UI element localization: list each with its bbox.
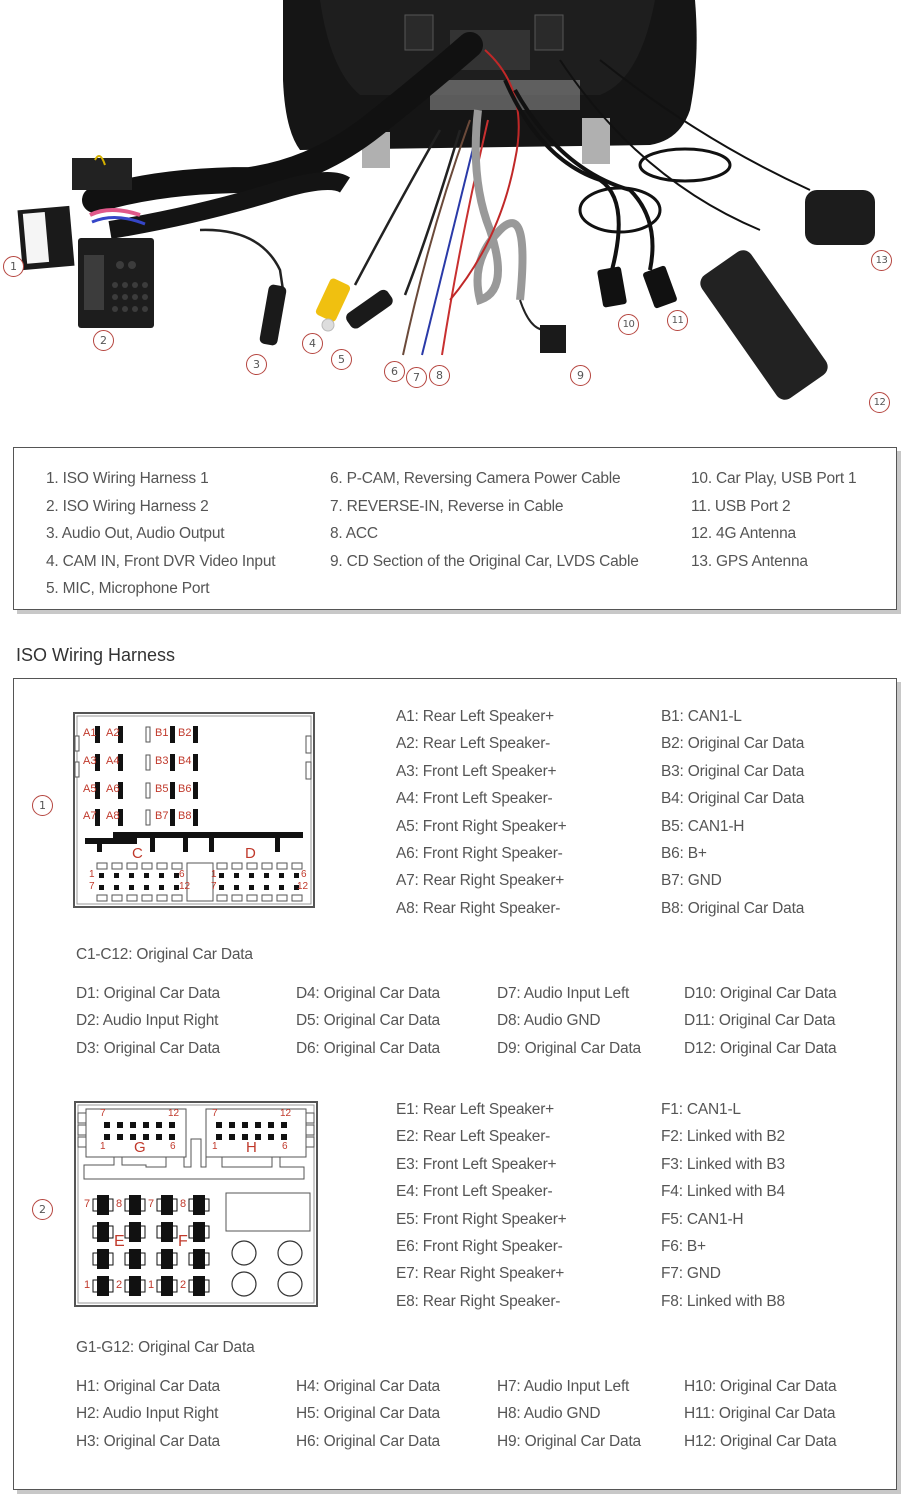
f-num-8: 8 [180,1198,187,1210]
connector-e-f-g-h-drawing [76,1103,316,1305]
pin-row: F5: CAN1-H [661,1210,744,1228]
legend-item: 9. CD Section of the Original Car, LVDS Cable [330,552,639,570]
block-label-c: C [132,845,143,862]
pin-num-1: 1 [89,869,95,880]
pin-row: D8: Audio GND [497,1012,601,1030]
pin-row: H12: Original Car Data [684,1432,837,1450]
d-pins-col-4 [684,980,836,1062]
pin-row: H10: Original Car Data [684,1378,837,1395]
head-unit-illustration [0,0,908,425]
e-num-1: 1 [84,1279,91,1291]
f-num-7: 7 [148,1198,155,1210]
h-num-7: 7 [212,1108,218,1119]
callout-13: 13 [871,250,892,271]
g-num-12: 12 [168,1108,180,1119]
g-pins-summary: G1-G12: Original Car Data [76,1339,255,1356]
g-num-1: 1 [100,1141,106,1152]
pin-label-a5: A5 [83,783,97,795]
pin-row: F6: B+ [661,1238,706,1256]
e-num-8: 8 [116,1198,123,1210]
pin-row: B7: GND [661,872,722,890]
pin-row: E7: Rear Right Speaker+ [396,1265,565,1283]
block-label-h: H [246,1139,257,1156]
pin-num-7-d: 7 [211,881,217,892]
pin-row: D1: Original Car Data [76,985,220,1002]
callout-5: 5 [331,349,352,370]
pin-row: A5: Front Right Speaker+ [396,817,567,835]
harness-1-b-pins [661,703,804,922]
pin-row: D5: Original Car Data [296,1012,440,1030]
pin-row: E6: Front Right Speaker- [396,1238,563,1256]
pin-row: E3: Front Left Speaker+ [396,1155,557,1173]
pin-label-b6: B6 [178,783,192,795]
pin-num-12-d: 12 [297,881,309,892]
pin-row: E8: Rear Right Speaker- [396,1292,561,1310]
pin-row: F8: Linked with B8 [661,1292,785,1310]
e-num-2: 2 [116,1279,123,1291]
pin-row: A6: Front Right Speaker- [396,845,563,863]
pin-row: D2: Audio Input Right [76,1012,219,1030]
pin-row: E2: Rear Left Speaker- [396,1128,551,1146]
harness-1-a-pins [396,703,567,922]
legend-item: 11. USB Port 2 [691,497,791,515]
callout-9: 9 [570,365,591,386]
pin-row: H6: Original Car Data [296,1432,440,1450]
legend-column-1 [46,465,275,603]
h-pins-col-3 [497,1373,641,1455]
h-num-6: 6 [282,1141,288,1152]
pin-num-7: 7 [89,881,95,892]
pin-row: B2: Original Car Data [661,735,805,753]
legend-item: 1. ISO Wiring Harness 1 [46,470,209,487]
pin-row: H8: Audio GND [497,1405,601,1423]
pin-label-b5: B5 [155,783,169,795]
pin-row: A2: Rear Left Speaker- [396,735,551,753]
pin-row: B5: CAN1-H [661,817,745,835]
block-label-f: F [178,1233,188,1250]
pin-row: F1: CAN1-L [661,1101,741,1118]
legend-item: 10. Car Play, USB Port 1 [691,470,857,487]
block-label-g: G [134,1139,146,1156]
pin-row: D4: Original Car Data [296,985,440,1002]
legend-item: 6. P-CAM, Reversing Camera Power Cable [330,470,621,487]
pin-label-b4: B4 [178,755,192,767]
pin-row: B1: CAN1-L [661,708,742,725]
e-num-7: 7 [84,1198,91,1210]
d-pins-col-2 [296,980,440,1062]
pin-row: B3: Original Car Data [661,762,805,780]
pin-row: E5: Front Right Speaker+ [396,1210,567,1228]
legend-item: 12. 4G Antenna [691,525,796,542]
harness-2-e-pins [396,1096,567,1315]
component-legend [13,447,897,610]
g-num-7: 7 [100,1108,106,1119]
pin-label-b8: B8 [178,810,192,822]
h-pins-col-2 [296,1373,440,1455]
g-num-6: 6 [170,1141,176,1152]
callout-3: 3 [246,354,267,375]
section-title: ISO Wiring Harness [16,645,176,665]
pin-row: H4: Original Car Data [296,1378,440,1395]
harness-2-f-pins [661,1096,785,1315]
pin-label-a8: A8 [106,810,120,822]
pin-num-12: 12 [179,881,191,892]
pin-row: D11: Original Car Data [684,1012,836,1030]
pin-label-a3: A3 [83,755,97,767]
legend-column-2 [330,465,639,575]
pin-row: H11: Original Car Data [684,1405,836,1423]
pin-row: D10: Original Car Data [684,985,837,1002]
d-pins-col-1 [76,980,220,1062]
legend-item: 13. GPS Antenna [691,552,808,570]
harness-1-callout: 1 [32,795,53,816]
pin-row: A4: Front Left Speaker- [396,790,553,808]
harness-2-connector-diagram [74,1101,318,1307]
pin-num-6: 6 [179,869,185,880]
pin-row: D6: Original Car Data [296,1039,440,1057]
harness-1-connector-diagram [73,712,315,908]
pin-label-b7: B7 [155,810,169,822]
pin-row: D12: Original Car Data [684,1039,837,1057]
h-num-12: 12 [280,1108,292,1119]
f-num-2: 2 [180,1279,187,1291]
pin-label-b1: B1 [155,727,169,739]
legend-item: 3. Audio Out, Audio Output [46,525,225,542]
pin-row: A1: Rear Left Speaker+ [396,708,555,725]
pin-row: F4: Linked with B4 [661,1183,785,1201]
pin-label-a2: A2 [106,727,120,739]
pin-row: F7: GND [661,1265,721,1283]
pin-row: H3: Original Car Data [76,1432,220,1450]
pin-label-a4: A4 [106,755,120,767]
h-pins-col-4 [684,1373,836,1455]
product-photo [0,0,908,425]
callout-1: 1 [3,256,24,277]
callout-12: 12 [869,392,890,413]
pin-row: F2: Linked with B2 [661,1128,785,1146]
pin-row: A8: Rear Right Speaker- [396,899,561,917]
pin-row: D7: Audio Input Left [497,985,630,1002]
callout-7: 7 [406,367,427,388]
legend-item: 8. ACC [330,525,378,542]
pin-row: F3: Linked with B3 [661,1155,785,1173]
pin-row: B6: B+ [661,845,707,863]
pin-row: H9: Original Car Data [497,1432,641,1450]
pin-label-a6: A6 [106,783,120,795]
pin-label-a1: A1 [83,727,97,739]
pin-row: E4: Front Left Speaker- [396,1183,553,1201]
callout-4: 4 [302,333,323,354]
pin-row: D9: Original Car Data [497,1039,641,1057]
legend-item: 2. ISO Wiring Harness 2 [46,497,209,515]
callout-10: 10 [618,314,639,335]
pin-row: E1: Rear Left Speaker+ [396,1101,555,1118]
pin-row: B8: Original Car Data [661,899,805,917]
f-num-1: 1 [148,1279,155,1291]
pin-num-1-d: 1 [211,869,217,880]
c-pins-summary: C1-C12: Original Car Data [76,946,253,963]
block-label-e: E [114,1233,125,1250]
legend-item: 5. MIC, Microphone Port [46,580,210,597]
callout-11: 11 [667,310,688,331]
h-num-1: 1 [212,1141,218,1152]
legend-item: 4. CAM IN, Front DVR Video Input [46,552,276,570]
legend-item: 7. REVERSE-IN, Reverse in Cable [330,497,564,515]
pin-row: H7: Audio Input Left [497,1378,630,1395]
pin-row: H5: Original Car Data [296,1405,440,1423]
pin-row: H1: Original Car Data [76,1378,220,1395]
h-pins-col-1 [76,1373,220,1455]
pin-row: A7: Rear Right Speaker+ [396,872,565,890]
callout-6: 6 [384,361,405,382]
block-label-d: D [245,845,256,862]
pin-label-b3: B3 [155,755,169,767]
pin-row: H2: Audio Input Right [76,1405,219,1423]
callout-2: 2 [93,330,114,351]
harness-2-callout: 2 [32,1199,53,1220]
legend-column-3 [691,465,856,575]
pin-row: B4: Original Car Data [661,790,805,808]
pin-row: D3: Original Car Data [76,1039,220,1057]
pin-num-6-d: 6 [301,869,307,880]
pin-label-a7: A7 [83,810,97,822]
pin-row: A3: Front Left Speaker+ [396,762,557,780]
pin-label-b2: B2 [178,727,192,739]
d-pins-col-3 [497,980,641,1062]
callout-8: 8 [429,365,450,386]
